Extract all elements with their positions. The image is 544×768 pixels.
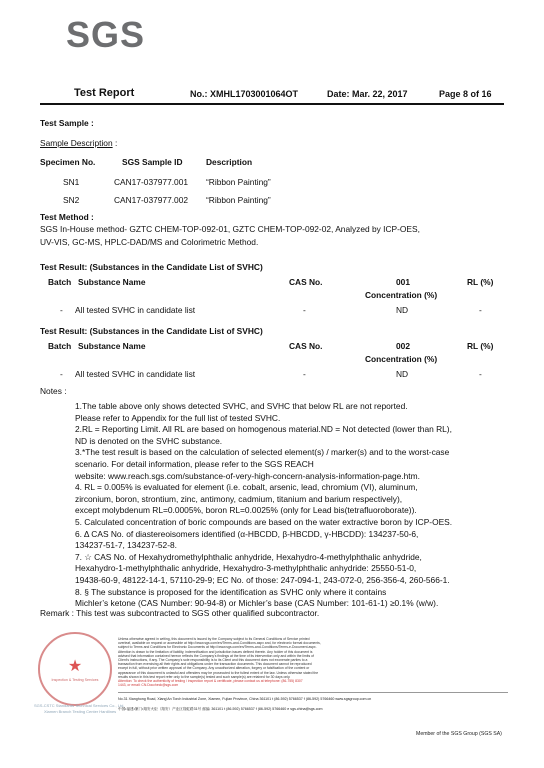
note-line: 8. § The substance is proposed for the identification as SVHC only where it contains (75, 586, 387, 597)
sample-row-desc: “Ribbon Painting” (206, 177, 271, 187)
disclaimer-line: Attention: To check the authenticity of testing / inspection report & certificate, please contact us at telephone: (86-755) 8307 (118, 679, 303, 684)
col-batch: Batch (48, 277, 72, 287)
cell-rl: - (479, 369, 482, 379)
note-line: ND is denoted on the SVHC substance. (75, 435, 223, 446)
note-line: scenario. For detail information, please refer to the SGS REACH (75, 458, 314, 469)
test-method-line: SGS In-House method- GZTC CHEM-TOP-092-01, GZTC CHEM-TOP-092-02, Analyzed by ICP-OES, (40, 224, 420, 234)
star-icon: ★ (67, 658, 83, 675)
note-line: 2.RL = Reporting Limit. All RL are based on homogenous material.ND = Not detected (lower than RL), (75, 424, 452, 435)
test-method-line: UV-VIS, GC-MS, HPLC-DAD/MS and Colorimetric Method. (40, 237, 259, 247)
sample-row-desc: “Ribbon Painting” (206, 195, 271, 205)
note-line: 4. RL = 0.005% is evaluated for element (i.e. cobalt, arsenic, lead, chromium (VI), aluminum, (75, 482, 418, 493)
note-line: Michler’s ketone (CAS Number: 90-94-8) or Michler’s base (CAS Number: 101-61-1) ≥0.1% (w/w). (75, 598, 439, 609)
cell-batch: - (60, 369, 63, 379)
note-line: Please refer to Appendix for the full list of tested SVHC. (75, 412, 281, 423)
col-sgs-sample-id: SGS Sample ID (122, 157, 183, 167)
footer-address-cn: 中国•福建•厦门•翔安火炬（翔安）产业区翔虹路31号 邮编: 361101 t (86-592) 5766537 f (86-592) 5766460 e sgs.china@sgs.com (118, 707, 323, 711)
col-specimen-no: Specimen No. (40, 157, 96, 167)
footer-disclaimer (118, 637, 504, 687)
test-method-heading: Test Method : (40, 212, 94, 222)
footer-company-name: SGS-CSTC Standards Technical Services Co., Ltd. (34, 703, 125, 708)
disclaimer-line: results shown in this test report refer only to the sample(s) tested and such sample(s) are retained for 30 days only. (118, 674, 291, 679)
footer-branch-name: Xiamen Branch Testing Center Hardlines (44, 709, 117, 714)
col-rl: RL (%) (467, 341, 494, 351)
disclaimer-line: advised that information contained hereon reflects the Company's findings at the time of its intervention only and within the limits of (118, 653, 314, 658)
disclaimer-line: 1443, or email: CN.Doccheck@sgs.com (118, 683, 179, 688)
sgs-logo: SGS (66, 14, 146, 55)
cell-cas-no: - (303, 305, 306, 315)
cell-batch: - (60, 305, 63, 315)
note-line: 7. ☆ CAS No. of Hexahydromethylphthalic anhydride, Hexahydro-4-methylphthalic anhydride, (75, 551, 422, 562)
disclaimer-line: appearance of this document is unlawful and offenders may be prosecuted to the fullest extent of the law. Unless otherwise stated the (118, 670, 319, 675)
page-number: Page 8 of 16 (439, 89, 492, 99)
note-line: zirconium, boron, strontium, zinc, antimony, cadmium, titanium and barium respectively), (75, 493, 403, 504)
note-line: 6. Δ CAS No. of diastereoisomers identified (α-HBCDD, β-HBCDD, γ-HBCDD): 134237-50-6, (75, 528, 419, 539)
col-sample-number: 002 (396, 341, 410, 351)
col-concentration: Concentration (%) (365, 354, 438, 364)
sample-description-label (40, 138, 117, 148)
note-line: 1.The table above only shows detected SVHC, and SVHC that below RL are not reported. (75, 401, 408, 411)
sample-row-id: CAN17-037977.002 (114, 195, 189, 205)
note-line: website: www.reach.sgs.com/substance-of-very-high-concern-analysis-information-page.htm. (75, 470, 420, 481)
report-number: No.: XMHL1703001064OT (190, 89, 299, 99)
col-substance-name: Substance Name (78, 277, 146, 287)
result-heading: Test Result: (Substances in the Candidate List of SVHC) (40, 262, 263, 272)
disclaimer-line: Attention is drawn to the limitation of liability, indemnification and jurisdiction issues defined therein. Any holder of this document is (118, 649, 313, 654)
test-sample-heading: Test Sample : (40, 118, 94, 128)
note-line: 19438-60-9, 48122-14-1, 57110-29-9; EC No. of those: 247-094-1, 243-072-0, 256-356-4, 260-566-1. (75, 574, 450, 585)
sample-description-text: Sample Description (40, 138, 113, 148)
remark: Remark : This test was subcontracted to SGS other qualified subcontractor. (40, 608, 320, 618)
disclaimer-line: subject to Terms and Conditions for Electronic Documents at http://www.sgs.com/en/Terms-and-Conditions/Terms-e-Document.aspx. (118, 645, 317, 650)
result-heading: Test Result: (Substances in the Candidate List of SVHC) (40, 326, 263, 336)
footer-divider (118, 692, 508, 693)
company-seal (38, 632, 112, 706)
note-line: 134237-51-7, 134237-52-8. (75, 540, 177, 551)
footer-address-en: No.31 Xianghong Road, Xiang'An Torch Industrial Zone, Xiamen, Fujian Province, China 361101 t (86-592) 5766537 f (86-592) 5766460 www.sgsgroup.com.cn (118, 697, 372, 701)
notes-block (75, 401, 452, 610)
disclaimer-line: except in full, without prior written approval of the Company. Any unauthorized alteration, forgery or falsification of the content or (118, 666, 310, 671)
col-substance-name: Substance Name (78, 341, 146, 351)
cell-substance-name: All tested SVHC in candidate list (75, 369, 196, 379)
header-rule (40, 103, 504, 105)
cell-value: ND (396, 305, 409, 315)
col-cas-no: CAS No. (289, 277, 323, 287)
col-batch: Batch (48, 341, 72, 351)
note-line: 5. Calculated concentration of boric compounds are based on the water extractive boron by ICP-OES. (75, 516, 453, 527)
sample-description-colon: : (114, 138, 118, 148)
col-sample-number: 001 (396, 277, 410, 287)
col-rl: RL (%) (467, 277, 494, 287)
disclaimer-line: Client's instructions, if any. The Company's sole responsibility is to its Client and this document does not exonerate parties to a (118, 658, 308, 663)
cell-rl: - (479, 305, 482, 315)
notes-heading: Notes : (40, 386, 67, 396)
disclaimer-line: overleaf, available on request or accessible at http://www.sgs.com/en/Terms-and-Conditions.aspx and, for electronic format documents, (118, 641, 321, 646)
sample-row-no: SN2 (63, 195, 80, 205)
cell-cas-no: - (303, 369, 306, 379)
col-concentration: Concentration (%) (365, 290, 438, 300)
disclaimer-line: Unless otherwise agreed in writing, this document is issued by the Company subject to its General Conditions of Service printed (118, 637, 310, 641)
col-description: Description (206, 157, 253, 167)
cell-value: ND (396, 369, 409, 379)
col-cas-no: CAS No. (289, 341, 323, 351)
note-line: except molybdenum RL=0.0005%, boron RL=0.0025% (only for Lead bis(tetrafluoroborate)). (75, 505, 417, 516)
sample-row-no: SN1 (63, 177, 80, 187)
seal-text: Inspection & Testing Services (51, 678, 99, 682)
note-line: 3.*The test result is based on the calculation of selected element(s) / marker(s) and to the worst-case (75, 447, 450, 458)
footer-member-note: Member of the SGS Group (SGS SA) (416, 731, 502, 737)
disclaimer-line: transaction from exercising all their rights and obligations under the transaction documents. This document cannot be reproduced (118, 662, 312, 667)
report-date: Date: Mar. 22, 2017 (327, 89, 408, 99)
cell-substance-name: All tested SVHC in candidate list (75, 305, 196, 315)
sample-row-id: CAN17-037977.001 (114, 177, 189, 187)
report-title: Test Report (74, 87, 135, 99)
note-line: Hexahydro-1-methylphthalic anhydride, Hexahydro-3-methylphthalic anhydride: 25550-51-0, (75, 563, 417, 574)
